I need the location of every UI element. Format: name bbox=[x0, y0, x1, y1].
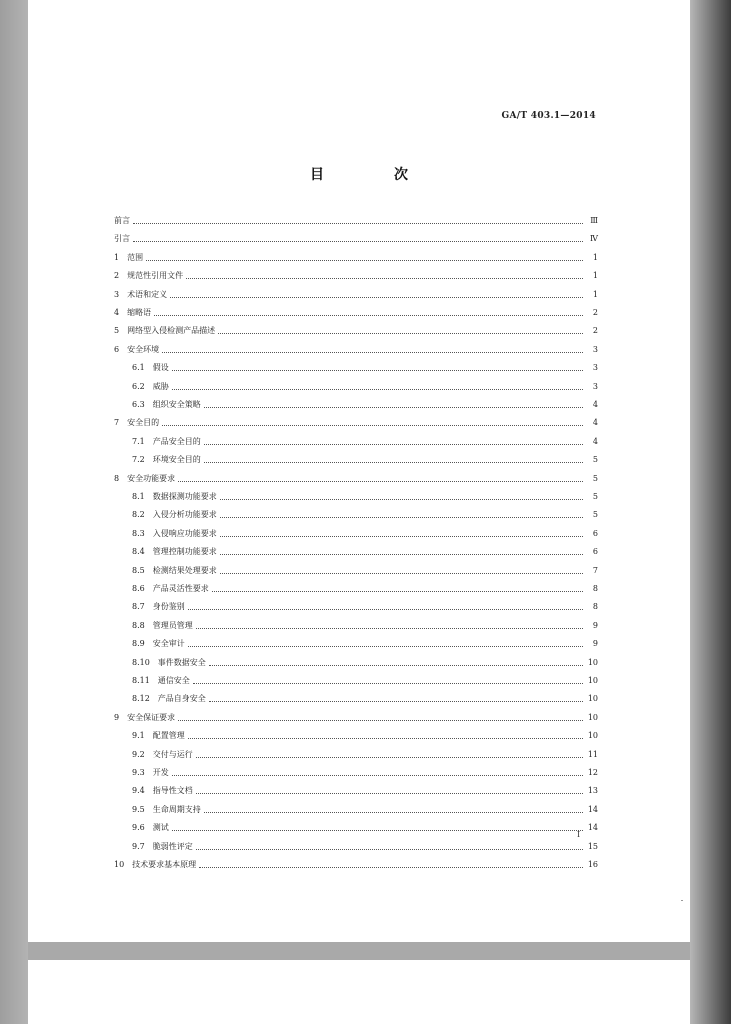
toc-entry[interactable] bbox=[114, 212, 598, 226]
toc-entry[interactable] bbox=[114, 249, 598, 263]
toc-leader-dots bbox=[220, 572, 583, 574]
toc-entry-page: 8 bbox=[592, 602, 598, 612]
toc-entry-page: 4 bbox=[592, 400, 598, 409]
toc-entry[interactable] bbox=[114, 414, 598, 428]
toc-leader-dots bbox=[162, 424, 583, 426]
toc-entry-label: 9.4 指导性文档 bbox=[132, 786, 193, 796]
toc-entry-label: 9.5 生命周期支持 bbox=[132, 804, 201, 814]
toc-entry[interactable] bbox=[114, 856, 598, 870]
toc-entry-label: 8.8 管理员管理 bbox=[132, 620, 193, 630]
toc-leader-dots bbox=[186, 277, 583, 279]
toc-entry-label: 9.6 测试 bbox=[132, 823, 169, 833]
toc-leader-dots bbox=[204, 461, 583, 463]
toc-entry-label: 9.2 交付与运行 bbox=[132, 749, 193, 759]
toc-entry-label: 5 网络型入侵检测产品描述 bbox=[114, 326, 216, 336]
toc-entry[interactable] bbox=[114, 433, 598, 447]
toc-entry-label: 9.3 开发 bbox=[132, 768, 169, 777]
toc-leader-dots bbox=[146, 259, 583, 261]
toc-leader-dots bbox=[170, 296, 583, 298]
toc-entry[interactable] bbox=[114, 304, 598, 318]
toc-entry-label: 8.6 产品灵活性要求 bbox=[132, 584, 209, 593]
toc-entry[interactable] bbox=[114, 562, 598, 576]
scan-speck bbox=[681, 900, 683, 901]
toc-entry[interactable] bbox=[114, 322, 598, 336]
toc-entry[interactable] bbox=[114, 782, 598, 796]
toc-entry[interactable] bbox=[114, 341, 598, 355]
toc-entry[interactable] bbox=[114, 672, 598, 686]
toc-entry-page: 10 bbox=[587, 676, 598, 685]
toc-leader-dots bbox=[220, 516, 583, 518]
toc-entry[interactable] bbox=[114, 286, 598, 300]
toc-entry[interactable] bbox=[114, 764, 598, 778]
toc-entry-label: 3 术语和定义 bbox=[114, 289, 168, 299]
viewer-background-left bbox=[0, 0, 28, 1024]
toc-leader-dots bbox=[133, 240, 583, 242]
toc-entry-page: 10 bbox=[587, 731, 598, 741]
toc-entry-page: 2 bbox=[592, 308, 598, 317]
toc-entry-page: 10 bbox=[587, 712, 598, 722]
toc-entry[interactable] bbox=[114, 635, 598, 649]
toc-entry-page: 5 bbox=[592, 492, 598, 501]
toc-entry-label: 9 安全保证要求 bbox=[114, 712, 176, 722]
toc-entry-label: 8.10 事件数据安全 bbox=[132, 657, 206, 667]
toc-entry-page: 3 bbox=[592, 381, 598, 391]
toc-entry-label: 8.4 管理控制功能要求 bbox=[132, 547, 217, 557]
toc-entry-label: 7.2 环境安全目的 bbox=[132, 455, 201, 465]
toc-leader-dots bbox=[220, 498, 583, 500]
toc-entry-page: 1 bbox=[592, 289, 598, 299]
toc-entry-page: 7 bbox=[592, 565, 598, 575]
toc-entry-page: 5 bbox=[592, 510, 598, 520]
toc-entry-label: 前言 bbox=[114, 216, 130, 225]
toc-entry-page: 5 bbox=[592, 455, 598, 465]
toc-entry[interactable] bbox=[114, 801, 598, 815]
toc-entry-page: 12 bbox=[587, 768, 598, 777]
toc-leader-dots bbox=[162, 351, 583, 353]
toc-entry-label: 8 安全功能要求 bbox=[114, 473, 176, 483]
toc-leader-dots bbox=[209, 664, 583, 666]
toc-entry-page: 9 bbox=[592, 620, 598, 630]
toc-entry[interactable] bbox=[114, 506, 598, 520]
toc-entry-label: 6 安全环境 bbox=[114, 344, 160, 354]
toc-entry-label: 9.7 脆弱性评定 bbox=[132, 841, 193, 851]
toc-entry-page: 6 bbox=[592, 547, 598, 557]
toc-entry-page: 9 bbox=[592, 639, 598, 649]
toc-entry-label: 4 缩略语 bbox=[114, 308, 152, 317]
toc-entry-page: 14 bbox=[587, 823, 598, 833]
toc-entry[interactable] bbox=[114, 598, 598, 612]
toc-leader-dots bbox=[188, 645, 583, 647]
toc-leader-dots bbox=[196, 756, 583, 758]
toc-leader-dots bbox=[188, 608, 583, 610]
toc-entry-page: 14 bbox=[587, 804, 598, 814]
toc-entry-page: 10 bbox=[587, 694, 598, 704]
toc-entry-page: 11 bbox=[587, 749, 598, 759]
toc-entry-page: Ⅳ bbox=[590, 234, 598, 244]
toc-leader-dots bbox=[196, 792, 583, 794]
toc-leader-dots bbox=[220, 535, 583, 537]
next-document-page bbox=[28, 960, 690, 1024]
toc-entry-page: 6 bbox=[592, 528, 598, 538]
toc-entry-label: 7.1 产品安全目的 bbox=[132, 436, 201, 446]
toc-entry-page: 16 bbox=[587, 860, 598, 869]
toc-entry[interactable] bbox=[114, 617, 598, 631]
toc-entry[interactable] bbox=[114, 230, 598, 244]
toc-entry[interactable] bbox=[114, 525, 598, 539]
toc-entry-label: 6.2 威胁 bbox=[132, 381, 169, 391]
toc-entry[interactable] bbox=[114, 543, 598, 557]
toc-entry-label: 8.7 身份鉴别 bbox=[132, 602, 185, 612]
toc-leader-dots bbox=[220, 553, 583, 555]
toc-entry[interactable] bbox=[114, 488, 598, 502]
toc-entry-page: 10 bbox=[587, 657, 598, 667]
toc-entry[interactable] bbox=[114, 727, 598, 741]
toc-entry-page: 8 bbox=[592, 584, 598, 593]
toc-entry-page: 15 bbox=[587, 841, 598, 851]
toc-entry-label: 8.1 数据探测功能要求 bbox=[132, 492, 217, 501]
toc-leader-dots bbox=[212, 590, 583, 592]
toc-entry[interactable] bbox=[114, 267, 598, 281]
toc-entry[interactable] bbox=[114, 690, 598, 704]
toc-entry-page: 2 bbox=[592, 326, 598, 336]
toc-entry-page: 13 bbox=[587, 786, 598, 796]
toc-entry-page: Ⅲ bbox=[590, 216, 598, 225]
toc-entry[interactable] bbox=[114, 378, 598, 392]
toc-leader-dots bbox=[172, 774, 583, 776]
toc-leader-dots bbox=[178, 480, 583, 482]
page-number: I bbox=[577, 830, 581, 839]
toc-entry-page: 1 bbox=[592, 252, 598, 262]
toc-entry-page: 3 bbox=[592, 344, 598, 354]
toc-entry-page: 4 bbox=[592, 436, 598, 446]
document-code: GA/T 403.1—2014 bbox=[501, 111, 596, 121]
toc-leader-dots bbox=[154, 314, 583, 316]
toc-entry-label: 6.3 组织安全策略 bbox=[132, 400, 201, 409]
toc-entry-label: 8.5 检测结果处理要求 bbox=[132, 565, 217, 575]
toc-entry[interactable] bbox=[114, 654, 598, 668]
toc-leader-dots bbox=[172, 829, 583, 831]
toc-leader-dots bbox=[204, 406, 583, 408]
toc-entry-label: 1 范围 bbox=[114, 252, 144, 262]
toc-title: 目 次 bbox=[310, 167, 436, 183]
toc-entry-label: 7 安全目的 bbox=[114, 418, 160, 428]
toc-entry-label: 10 技术要求基本原理 bbox=[114, 860, 197, 869]
toc-leader-dots bbox=[199, 866, 583, 868]
toc-entry-page: 3 bbox=[592, 363, 598, 373]
toc-entry[interactable] bbox=[114, 396, 598, 410]
toc-leader-dots bbox=[178, 719, 583, 721]
toc-entry[interactable] bbox=[114, 451, 598, 465]
toc-entry[interactable] bbox=[114, 470, 598, 484]
toc-entry-label: 9.1 配置管理 bbox=[132, 731, 185, 741]
toc-leader-dots bbox=[193, 682, 583, 684]
toc-entry-page: 1 bbox=[592, 271, 598, 281]
toc-leader-dots bbox=[196, 627, 583, 629]
toc-entry-page: 4 bbox=[592, 418, 598, 428]
toc-leader-dots bbox=[172, 388, 583, 390]
toc-entry[interactable] bbox=[114, 838, 598, 852]
toc-leader-dots bbox=[172, 369, 583, 371]
toc-entry-label: 8.9 安全审计 bbox=[132, 639, 185, 649]
toc-entry-label: 引言 bbox=[114, 234, 130, 244]
toc-leader-dots bbox=[133, 222, 583, 224]
toc-leader-dots bbox=[204, 811, 583, 813]
toc-entry[interactable] bbox=[114, 359, 598, 373]
toc-leader-dots bbox=[209, 700, 583, 702]
toc-leader-dots bbox=[188, 737, 583, 739]
toc-entry[interactable] bbox=[114, 580, 598, 594]
toc-entry-label: 2 规范性引用文件 bbox=[114, 271, 184, 281]
toc-entry[interactable] bbox=[114, 709, 598, 723]
viewer-background-right bbox=[690, 0, 731, 1024]
toc-leader-dots bbox=[218, 332, 583, 334]
toc-leader-dots bbox=[204, 443, 583, 445]
toc-leader-dots bbox=[196, 848, 583, 850]
toc-entry-page: 5 bbox=[592, 473, 598, 483]
toc-entry-label: 8.2 入侵分析功能要求 bbox=[132, 510, 217, 520]
toc-entry-label: 6.1 假设 bbox=[132, 363, 169, 373]
toc-entry-label: 8.12 产品自身安全 bbox=[132, 694, 206, 704]
toc-entry-label: 8.11 通信安全 bbox=[132, 676, 190, 685]
document-page bbox=[28, 0, 690, 942]
toc-entry[interactable] bbox=[114, 819, 598, 833]
toc-entry-label: 8.3 入侵响应功能要求 bbox=[132, 528, 217, 538]
toc-entry[interactable] bbox=[114, 746, 598, 760]
